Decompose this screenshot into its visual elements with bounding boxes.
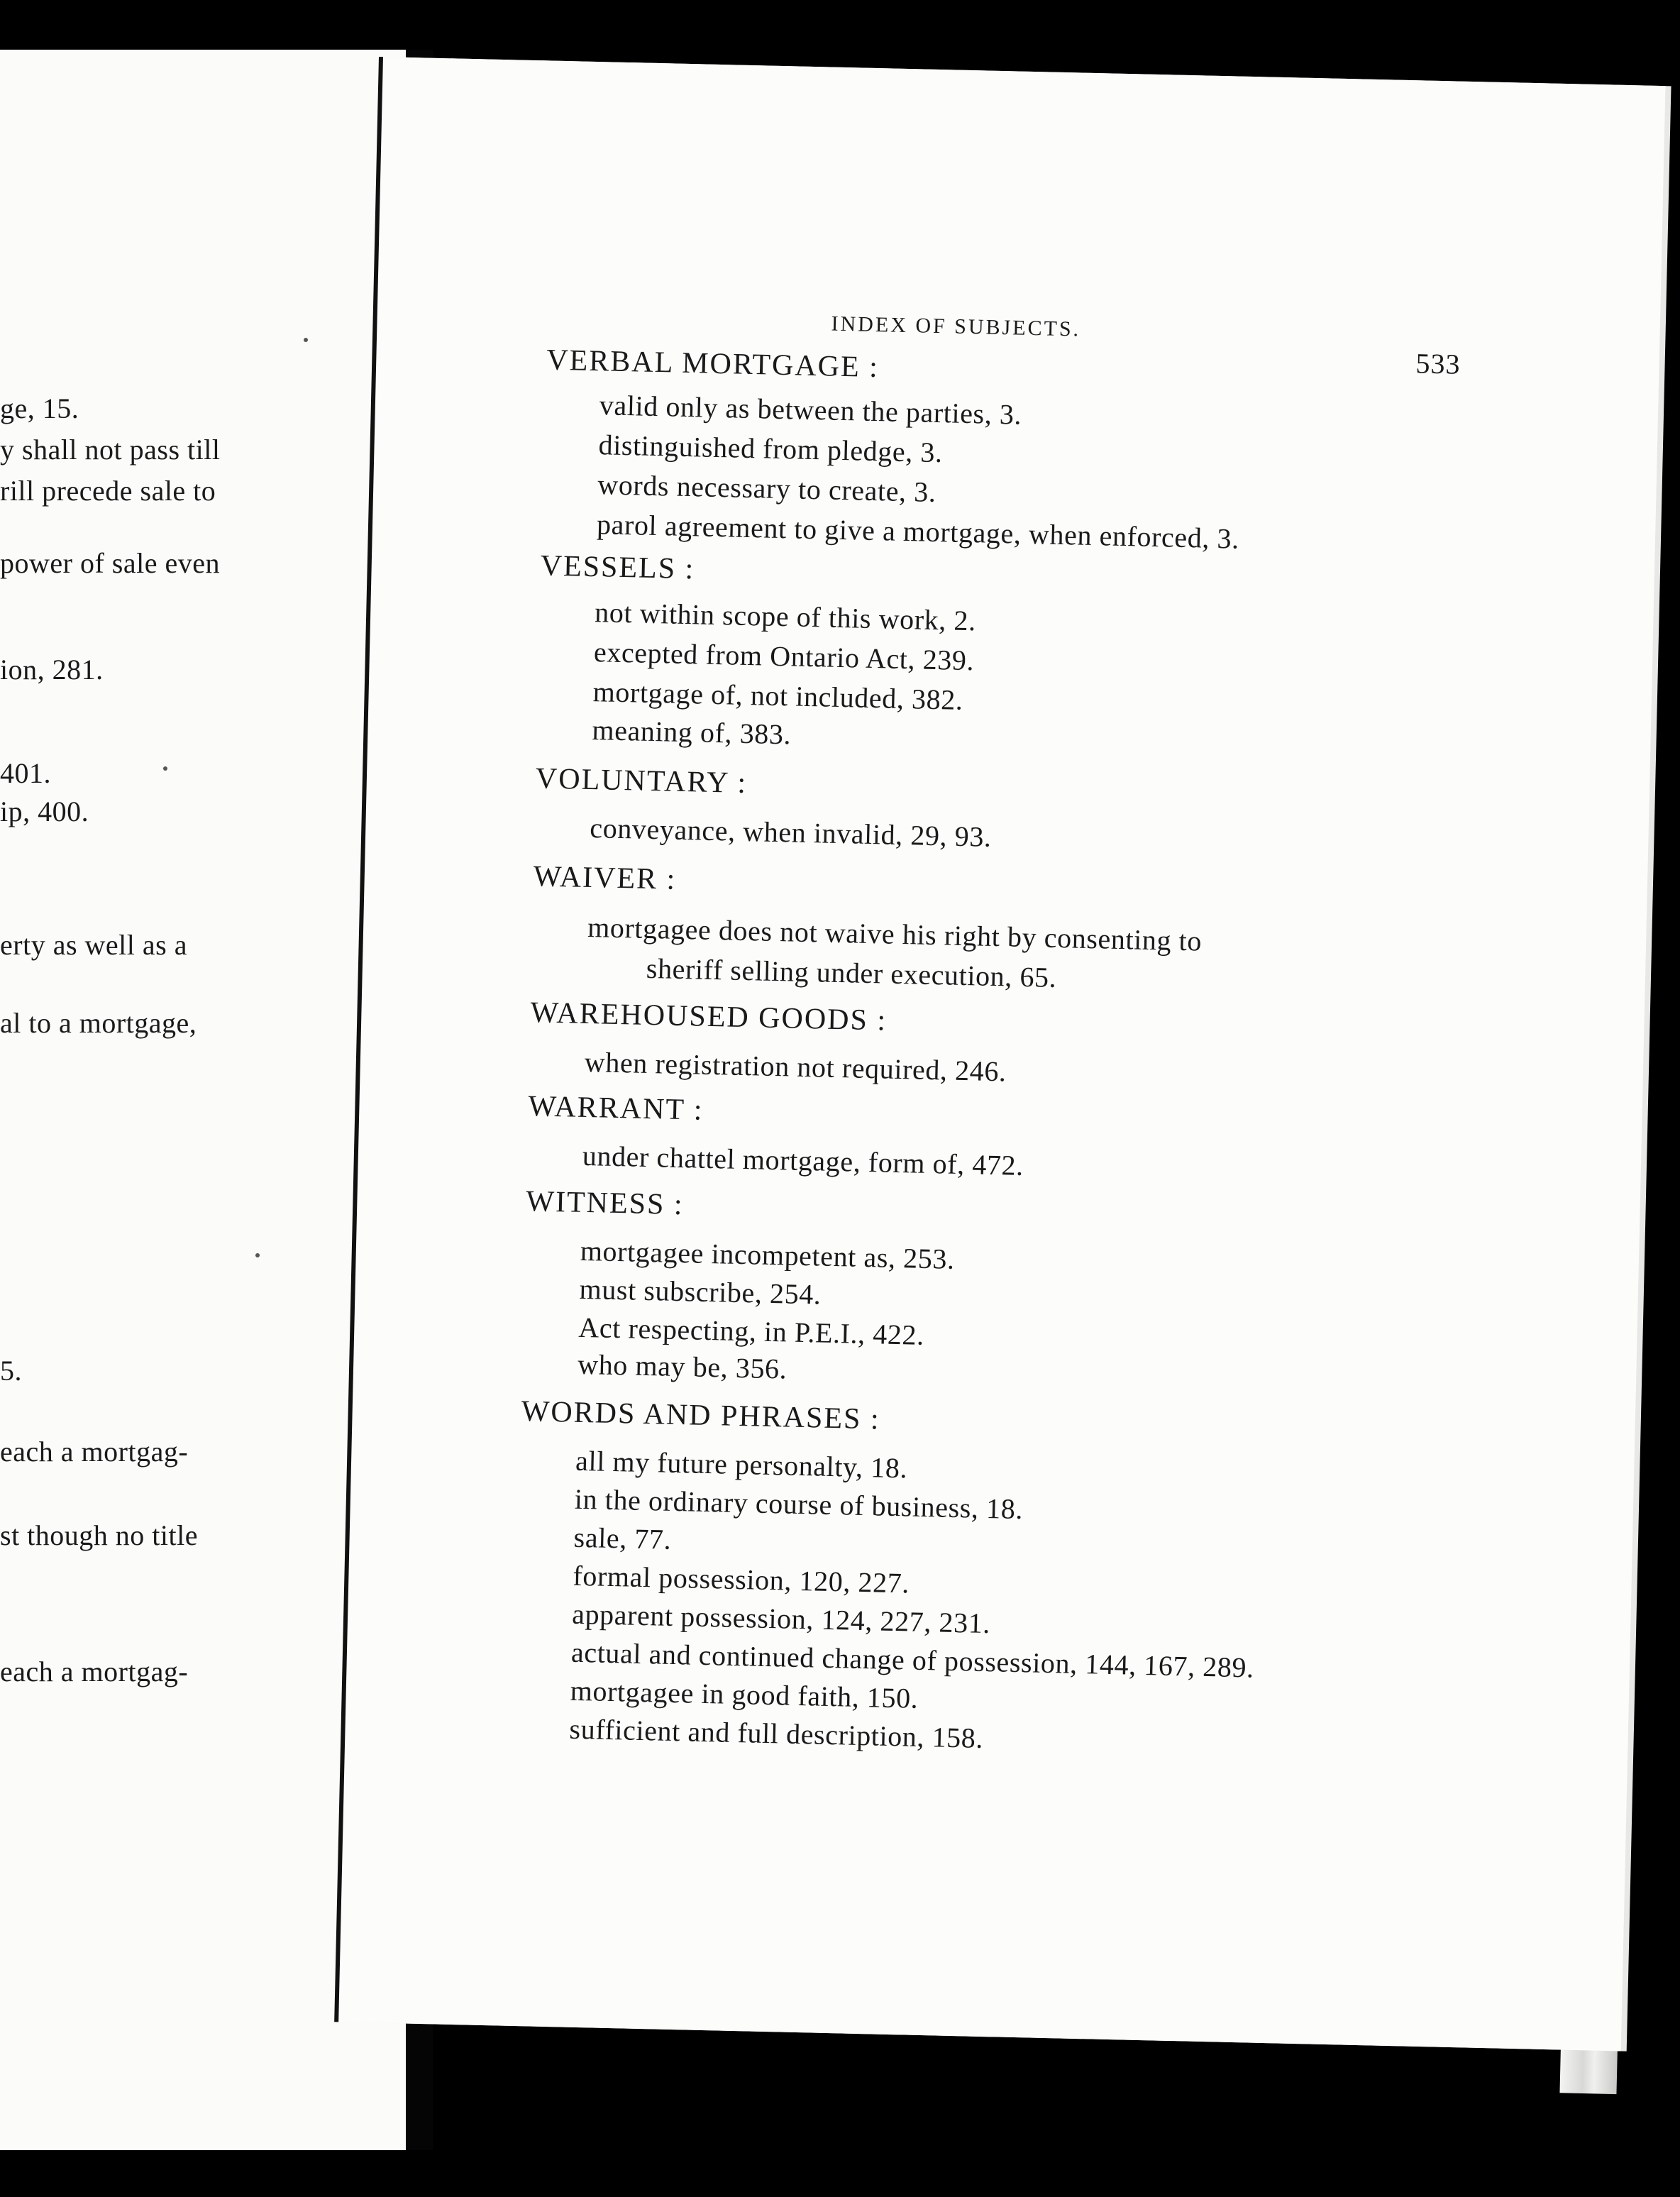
index-heading: WAREHOUSED GOODS : xyxy=(529,996,888,1037)
running-head: INDEX OF SUBJECTS. xyxy=(831,312,1081,341)
index-subentry: Act respecting, in P.E.I., 422. xyxy=(578,1311,925,1351)
index-heading: WORDS AND PHRASES : xyxy=(521,1395,881,1436)
index-heading: VOLUNTARY : xyxy=(535,762,748,800)
index-subentry: distinguished from pledge, 3. xyxy=(598,429,944,469)
index-heading: WAIVER : xyxy=(533,860,677,896)
index-subentry: mortgagee does not waive his right by consenting to xyxy=(587,910,1203,957)
index-subentry: mortgage of, not included, 382. xyxy=(592,676,963,716)
left-page-fragment: 5. xyxy=(0,1355,22,1387)
left-page-fragment: 401. xyxy=(0,757,51,789)
index-subentry: parol agreement to give a mortgage, when enforced, 3. xyxy=(596,508,1240,555)
index-subentry: sale, 77. xyxy=(573,1521,672,1555)
left-page-fragment: st though no title xyxy=(0,1519,198,1551)
index-subentry: under chattel mortgage, form of, 472. xyxy=(582,1139,1024,1182)
left-page-fragment: ip, 400. xyxy=(0,795,89,827)
index-subentry: who may be, 356. xyxy=(577,1348,788,1385)
index-subentry: formal possession, 120, 227. xyxy=(573,1559,910,1599)
index-heading: VERBAL MORTGAGE : xyxy=(546,343,880,385)
index-subentry: when registration not required, 246. xyxy=(584,1045,1007,1088)
index-subentry: apparent possession, 124, 227, 231. xyxy=(571,1597,991,1640)
index-subentry: in the ordinary course of business, 18. xyxy=(574,1482,1024,1526)
index-subentry: words necessary to create, 3. xyxy=(597,468,937,508)
left-page-fragment: erty as well as a xyxy=(0,929,187,961)
left-page-fragment: rill precede sale to xyxy=(0,475,216,507)
left-page-fragment: ion, 281. xyxy=(0,654,104,685)
left-page-fragment: al to a mortgage, xyxy=(0,1007,197,1039)
index-heading: VESSELS : xyxy=(540,549,695,586)
index-subentry: must subscribe, 254. xyxy=(579,1272,822,1311)
index-subentry: mortgagee in good faith, 150. xyxy=(570,1674,919,1714)
index-subentry: not within scope of this work, 2. xyxy=(594,596,977,637)
ink-speck xyxy=(163,766,167,771)
left-page-fragment: y shall not pass till xyxy=(0,434,221,466)
left-page-fragment: each a mortgag- xyxy=(0,1436,189,1468)
index-subentry: conveyance, when invalid, 29, 93. xyxy=(589,812,993,853)
index-subentry: all my future personalty, 18. xyxy=(575,1444,908,1485)
index-heading: WITNESS : xyxy=(525,1185,685,1222)
left-page-fragment: ge, 15. xyxy=(0,392,79,424)
left-page-fragment: power of sale even xyxy=(0,547,220,579)
left-page-fragment: each a mortgag- xyxy=(0,1656,189,1687)
index-subentry: valid only as between the parties, 3. xyxy=(599,389,1022,431)
page-number: 533 xyxy=(1415,347,1461,380)
right-page xyxy=(334,57,1665,2051)
index-heading: WARRANT : xyxy=(527,1090,704,1127)
index-subentry: mortgagee incompetent as, 253. xyxy=(580,1234,956,1275)
index-subentry-continuation: sheriff selling under execution, 65. xyxy=(646,952,1057,994)
ink-speck xyxy=(255,1253,260,1257)
index-subentry: sufficient and full description, 158. xyxy=(569,1712,984,1754)
ink-speck xyxy=(304,338,308,342)
index-subentry: excepted from Ontario Act, 239. xyxy=(593,636,975,677)
index-subentry: meaning of, 383. xyxy=(592,714,792,751)
index-subentry: actual and continued change of possession, 144, 167, 289. xyxy=(570,1636,1255,1684)
